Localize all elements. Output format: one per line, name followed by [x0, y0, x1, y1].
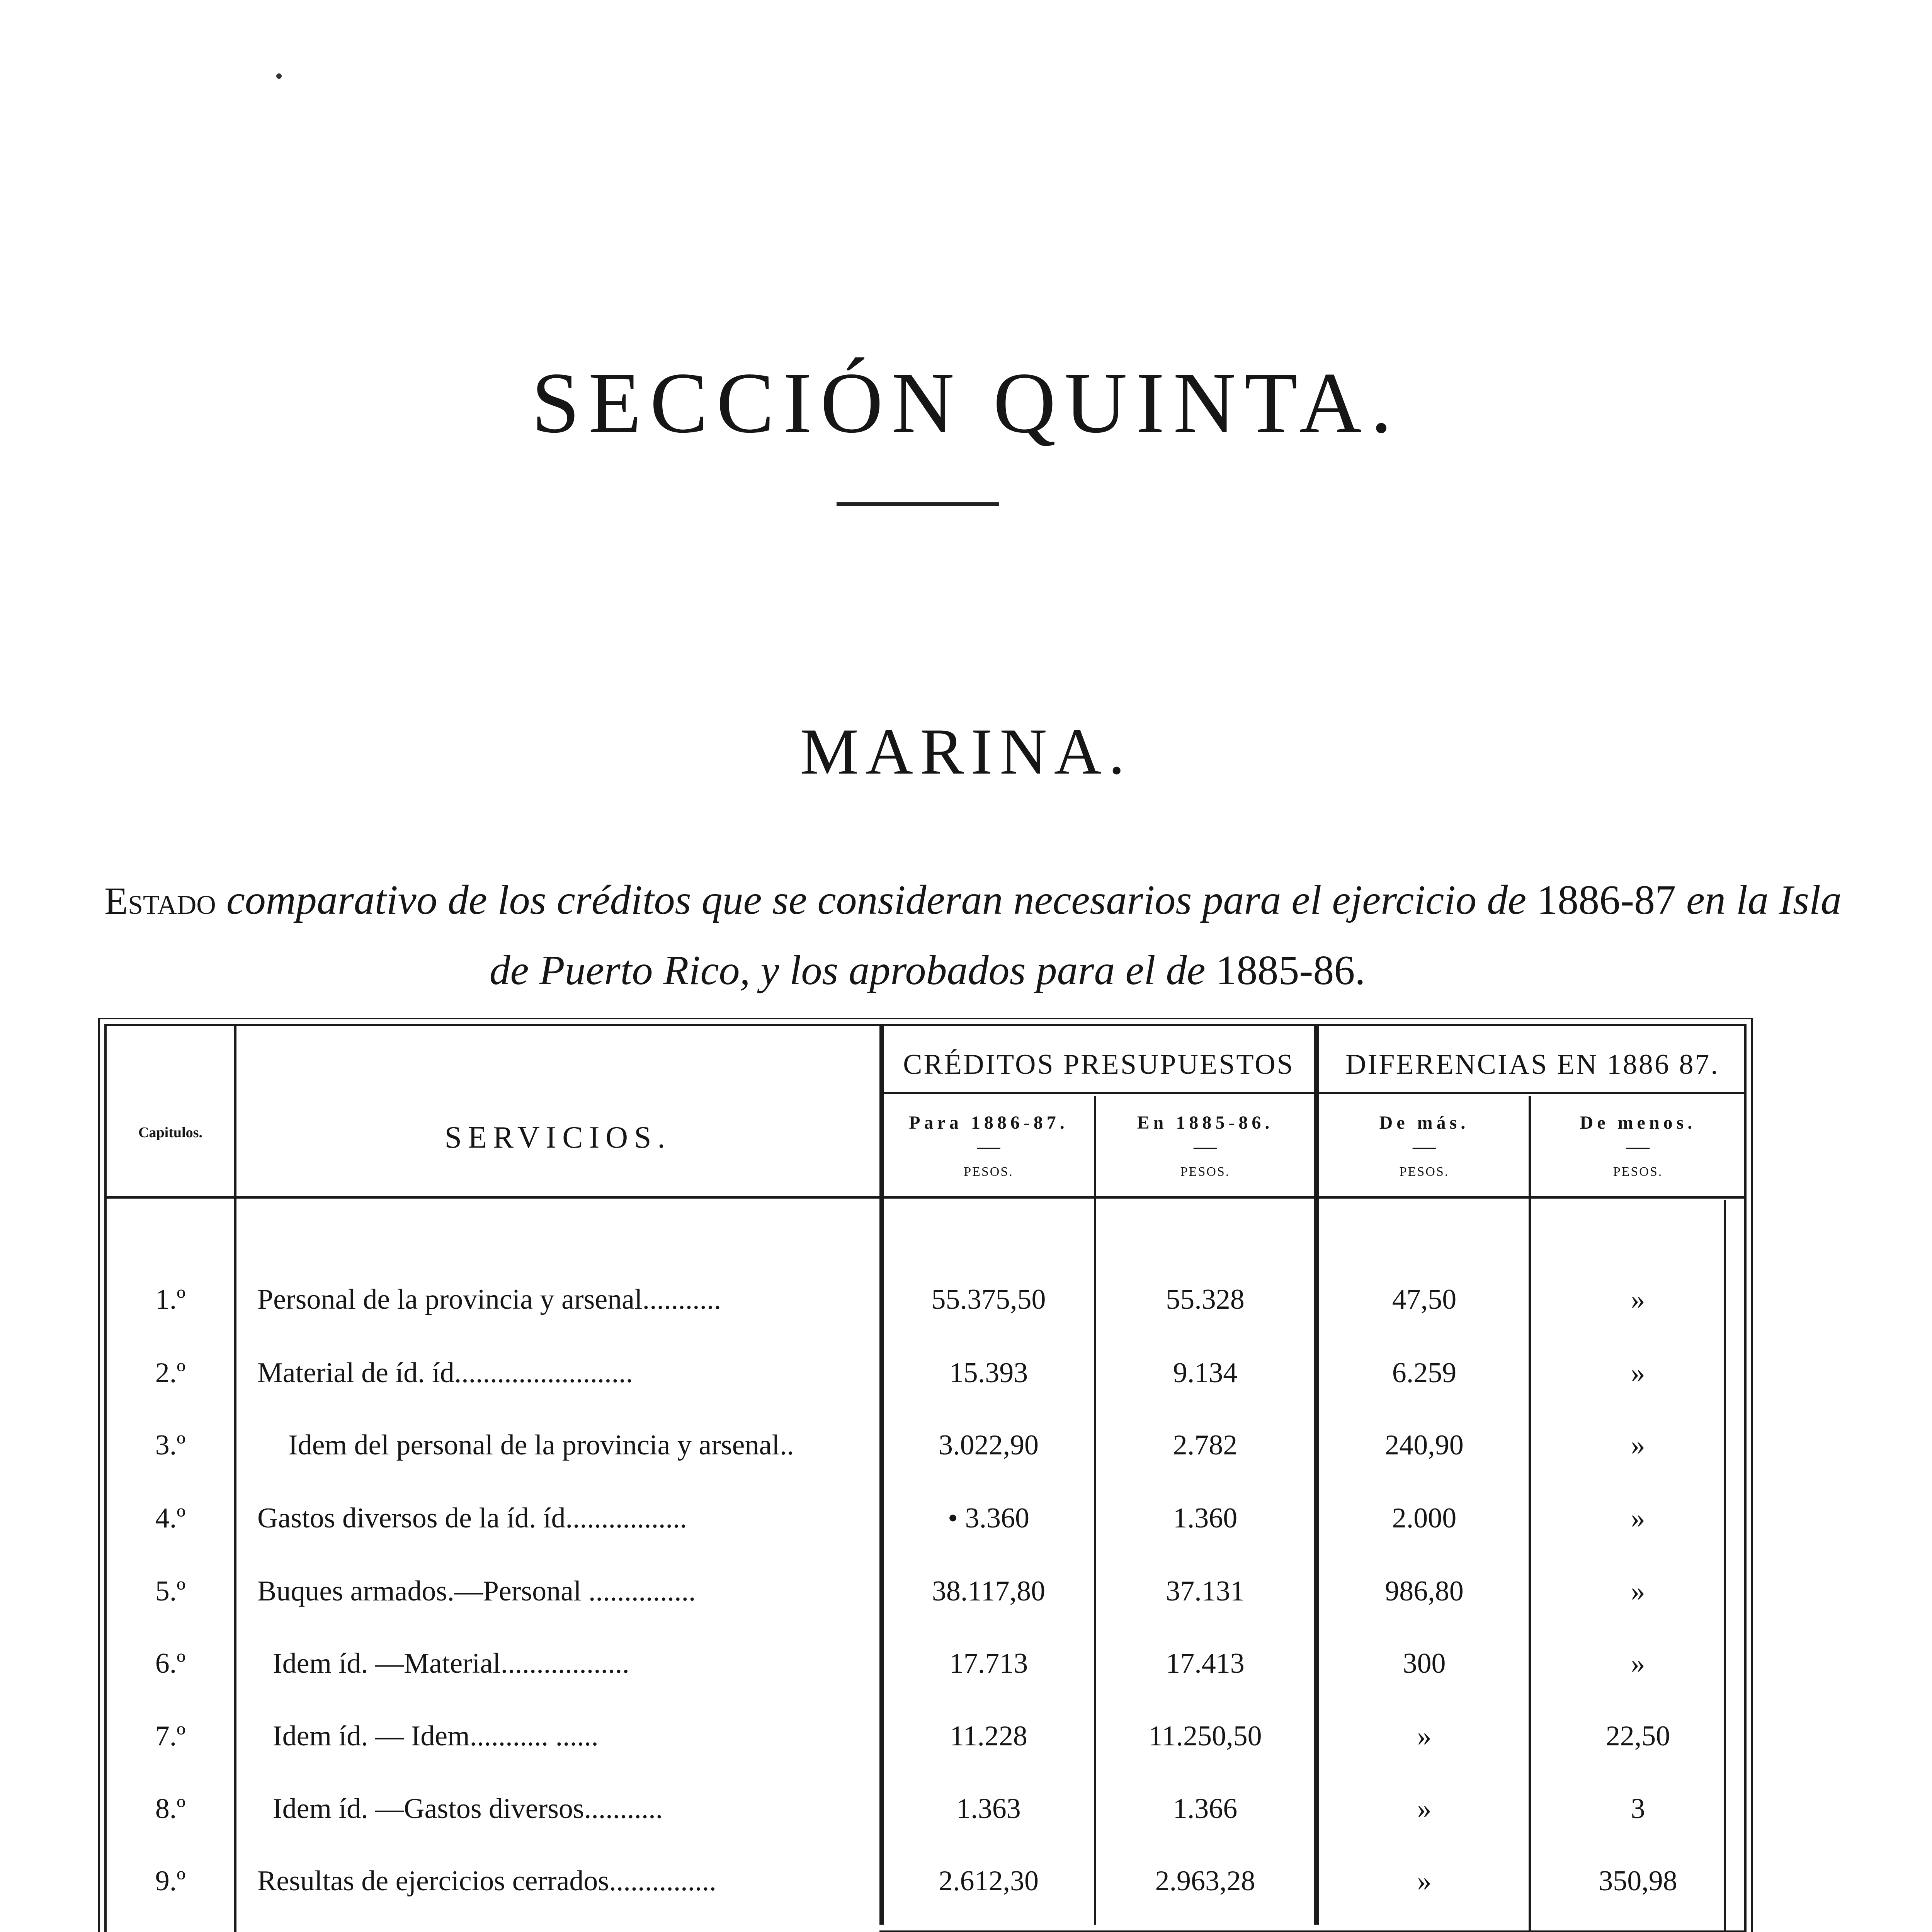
- row-9-para: 2.612,30: [939, 1865, 1039, 1897]
- row-9-en: 2.963,28: [1155, 1865, 1255, 1897]
- row-2-servicio: Material de íd. íd.........................: [257, 1357, 633, 1389]
- header-dash: —: [1413, 1133, 1436, 1159]
- row-5-mas: 986,80: [1385, 1575, 1464, 1607]
- row-6-menos: »: [1631, 1648, 1645, 1679]
- intro-line-1: [104, 866, 1842, 936]
- row-1-para: 55.375,50: [931, 1284, 1046, 1315]
- rule-h-header-bottom: [107, 1196, 1745, 1199]
- intro-text-3: de Puerto Rico, y los aprobados para el de: [489, 947, 1206, 993]
- row-4-cap: 4.º: [155, 1502, 186, 1534]
- row-9-menos: 350,98: [1599, 1865, 1677, 1897]
- row-6-en: 17.413: [1166, 1648, 1245, 1679]
- header-pesos: PESOS.: [1399, 1165, 1449, 1179]
- intro-year-2: 1885-86.: [1216, 947, 1366, 993]
- row-1-cap: 1.º: [155, 1284, 186, 1315]
- row-1-menos: »: [1631, 1284, 1645, 1315]
- header-dash: —: [1626, 1133, 1650, 1159]
- row-2-mas: 6.259: [1392, 1357, 1457, 1389]
- header-pesos: PESOS.: [1613, 1165, 1663, 1179]
- row-2-cap: 2.º: [155, 1357, 186, 1389]
- row-4-en: 1.360: [1173, 1502, 1238, 1534]
- rule-h-subtotal-top: [879, 1930, 1745, 1932]
- row-7-cap: 7.º: [155, 1720, 186, 1752]
- row-3-cap: 3.º: [155, 1429, 186, 1461]
- intro-lead: Estado: [104, 879, 216, 922]
- row-8-mas: »: [1417, 1793, 1432, 1825]
- row-8-menos: 3: [1631, 1793, 1645, 1825]
- intro-text-2: en la Isla: [1686, 877, 1842, 923]
- section-title: SECCIÓN QUINTA.: [531, 354, 1401, 451]
- row-7-en: 11.250,50: [1148, 1720, 1262, 1752]
- row-5-en: 37.131: [1166, 1575, 1245, 1607]
- row-2-para: 15.393: [949, 1357, 1028, 1389]
- header-diferencias: DIFERENCIAS EN 1886 87.: [1345, 1049, 1719, 1080]
- row-7-menos: 22,50: [1605, 1720, 1670, 1752]
- header-creditos: CRÉDITOS PRESUPUESTOS: [903, 1049, 1294, 1080]
- row-6-cap: 6.º: [155, 1648, 186, 1679]
- row-8-en: 1.366: [1173, 1793, 1238, 1825]
- row-2-menos: »: [1631, 1357, 1645, 1389]
- row-5-servicio: Buques armados.—Personal ...............: [257, 1575, 696, 1607]
- row-1-servicio: Personal de la provincia y arsenal...........: [257, 1284, 721, 1315]
- row-5-menos: »: [1631, 1575, 1645, 1607]
- row-3-mas: 240,90: [1385, 1429, 1464, 1461]
- header-capitulos: Capitulos.: [138, 1124, 202, 1141]
- row-7-mas: »: [1417, 1720, 1432, 1752]
- row-6-para: 17.713: [949, 1648, 1028, 1679]
- header-pesos: PESOS.: [1180, 1165, 1230, 1179]
- row-9-servicio: Resultas de ejercicios cerrados...............: [257, 1865, 716, 1897]
- row-1-en: 55.328: [1166, 1284, 1245, 1315]
- intro-text-1: comparativo de los créditos que se consideran necesarios para el ejercicio de: [226, 877, 1527, 923]
- ministry-title: MARINA.: [800, 715, 1132, 788]
- row-4-servicio: Gastos diversos de la íd. íd.................: [257, 1502, 687, 1534]
- header-dash: —: [1194, 1133, 1217, 1159]
- header-pesos: PESOS.: [964, 1165, 1014, 1179]
- row-3-servicio: Idem del personal de la provincia y arsenal..: [288, 1429, 794, 1461]
- row-5-para: 38.117,80: [932, 1575, 1046, 1607]
- row-3-para: 3.022,90: [939, 1429, 1039, 1461]
- header-dash: —: [977, 1133, 1000, 1159]
- row-9-cap: 9.º: [155, 1865, 186, 1897]
- row-3-en: 2.782: [1173, 1429, 1238, 1461]
- header-mas: De más.: [1379, 1112, 1469, 1133]
- row-6-mas: 300: [1403, 1648, 1446, 1679]
- intro-paragraph: [104, 866, 1842, 1005]
- rule-v-servicios: [879, 1026, 884, 1925]
- row-8-cap: 8.º: [155, 1793, 186, 1825]
- row-9-mas: »: [1417, 1865, 1432, 1897]
- row-7-servicio: Idem íd. — Idem........... ......: [273, 1720, 599, 1752]
- header-servicios: SERVICIOS.: [444, 1121, 672, 1155]
- row-2-en: 9.134: [1173, 1357, 1238, 1389]
- row-4-para: • 3.360: [948, 1502, 1029, 1534]
- row-1-mas: 47,50: [1392, 1284, 1457, 1315]
- header-menos: De menos.: [1580, 1112, 1696, 1133]
- title-divider: [837, 502, 999, 506]
- row-4-mas: 2.000: [1392, 1502, 1457, 1534]
- row-8-servicio: Idem íd. —Gastos diversos...........: [273, 1793, 663, 1825]
- row-4-menos: »: [1631, 1502, 1645, 1534]
- row-3-menos: »: [1631, 1429, 1645, 1461]
- rule-v-capitulos: [234, 1026, 236, 1932]
- header-para: Para 1886-87.: [909, 1112, 1068, 1133]
- print-speck: [276, 73, 282, 79]
- budget-table: [104, 1024, 1747, 1932]
- row-6-servicio: Idem íd. —Material..................: [273, 1648, 629, 1679]
- intro-year-1: 1886-87: [1537, 877, 1676, 923]
- rule-v-diferencias: [1314, 1026, 1319, 1925]
- intro-line-2: [104, 936, 1750, 1005]
- row-7-para: 11.228: [950, 1720, 1027, 1752]
- row-5-cap: 5.º: [155, 1575, 186, 1607]
- rule-h-groups: [879, 1092, 1745, 1094]
- header-en: En 1885-86.: [1137, 1112, 1274, 1133]
- row-8-para: 1.363: [956, 1793, 1021, 1825]
